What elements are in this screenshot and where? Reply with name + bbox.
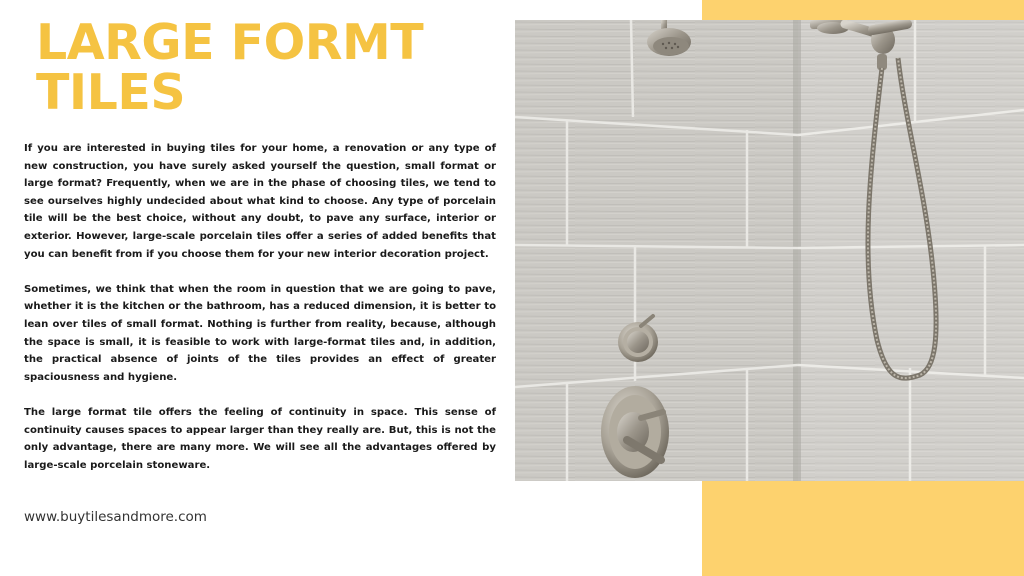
paragraph-3: The large format tile offers the feeling of continuity in space. This sense of continuity causes spaces to appear larger than they really are. But, this is not the only advantage, there are many more. We will see all the advantages offered by large-scale porcelain stoneware. — [24, 406, 496, 471]
paragraph-2: Sometimes, we think that when the room in question that we are going to pave, whether it is the kitchen or the bathroom, has a reduced dimension, it is better to lean over tiles of small format. Nothing is further from reality, because, although the space is small, it is feasible to work with large-format tiles and, in addition, the practical absence of joints of the tiles provides an effect of greater spaciousness and hygiene. — [24, 283, 496, 383]
body-text — [24, 140, 496, 492]
shower-photo — [515, 20, 1024, 481]
paragraph-1: If you are interested in buying tiles for your home, a renovation or any type of new construction, you have surely asked yourself the question, small format or large format? Frequently, when we are in the phase of choosing tiles, we tend to see ourselves highly undecided about what kind to choose. Any type of porcelain tile will be the best choice, without any doubt, to pave any surface, interior or exterior. However, large-scale porcelain tiles offer a series of added benefits that you can benefit from if you choose them for your new interior decoration project. — [24, 143, 496, 260]
website-link[interactable]: www.buytilesandmore.com — [24, 509, 207, 525]
title-line-1: LARGE FORMT — [36, 14, 424, 71]
title-line-2: TILES — [36, 64, 186, 121]
page-title — [36, 14, 424, 121]
